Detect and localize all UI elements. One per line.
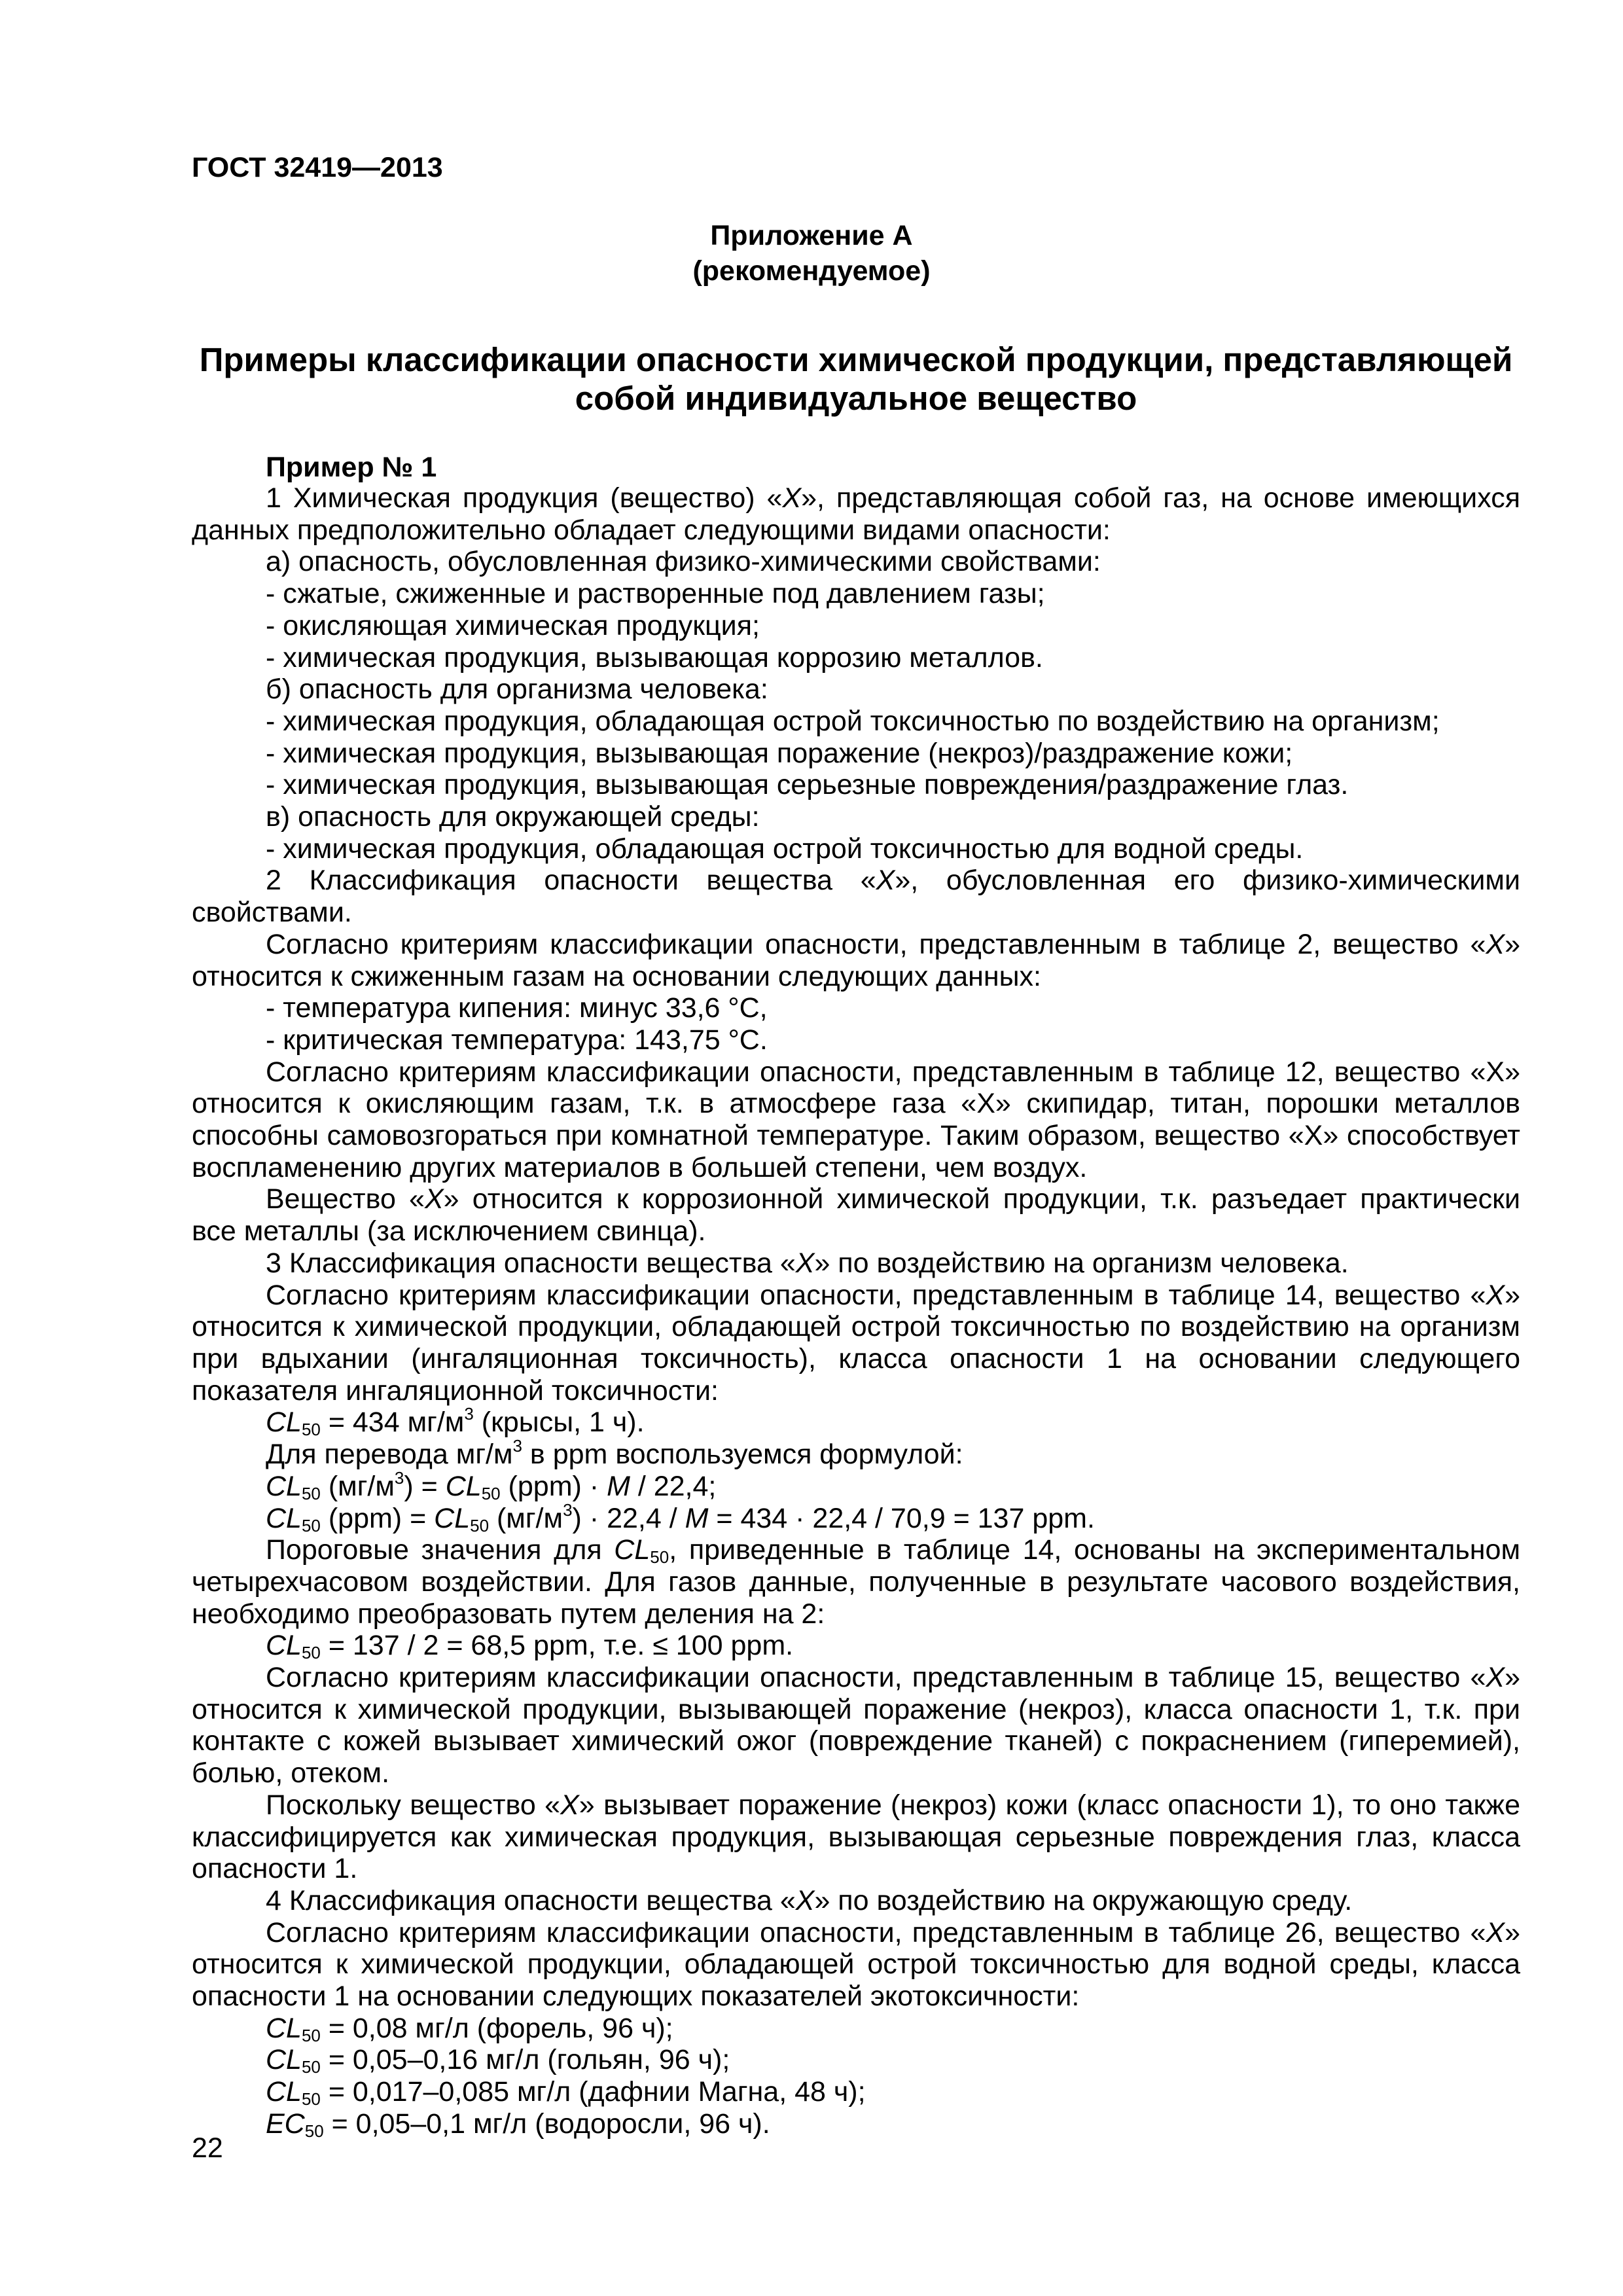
italic-run: X bbox=[782, 482, 802, 514]
text-run: - химическая продукция, вызывающая коррозию металлов. bbox=[266, 641, 1043, 673]
italic-run: X bbox=[795, 1247, 815, 1279]
paragraph bbox=[192, 992, 1520, 1024]
text-run: » относится к коррозионной химической продукции, т.к. разъедает практически все металлы (за исключением свинца). bbox=[192, 1183, 1520, 1247]
italic-run: CL bbox=[266, 1630, 302, 1662]
subscript: 50 bbox=[301, 1643, 321, 1663]
paragraph bbox=[192, 1467, 1520, 1503]
text-run: Согласно критериям классификации опасности, представленным в таблице 15, вещество « bbox=[266, 1662, 1486, 1694]
italic-run: M bbox=[607, 1470, 630, 1502]
italic-run: X bbox=[1486, 1916, 1505, 1948]
text-run: (мг/м bbox=[320, 1470, 395, 1502]
subscript: 50 bbox=[301, 2025, 321, 2045]
document-header: ГОСТ 32419—2013 bbox=[192, 152, 443, 183]
italic-run: CL bbox=[445, 1470, 482, 1502]
paragraph bbox=[192, 865, 1520, 928]
paragraph bbox=[192, 1024, 1520, 1056]
paragraph bbox=[192, 2108, 1520, 2140]
text-run: - химическая продукция, обладающая острой токсичностью для водной среды. bbox=[266, 833, 1304, 865]
text-run: 4 Классификация опасности вещества « bbox=[266, 1884, 796, 1916]
text-run: б) опасность для организма человека: bbox=[266, 673, 768, 706]
paragraph bbox=[192, 1183, 1520, 1247]
text-run: = 137 / 2 = 68,5 ppm, т.е. ≤ 100 ppm. bbox=[320, 1630, 794, 1662]
superscript: 3 bbox=[464, 1404, 474, 1424]
italic-run: CL bbox=[266, 1407, 302, 1439]
paragraph bbox=[192, 929, 1520, 992]
italic-run: CL bbox=[266, 2012, 302, 2044]
italic-run: X bbox=[795, 1884, 815, 1916]
paragraph bbox=[192, 1662, 1520, 1789]
text-run: - температура кипения: минус 33,6 °C, bbox=[266, 992, 768, 1024]
paragraph bbox=[192, 578, 1520, 610]
text-run: = 0,05–0,16 мг/л (гольян, 96 ч); bbox=[320, 2044, 730, 2076]
text-run: Согласно критериям классификации опасности, представленным в таблице 26, вещество « bbox=[266, 1916, 1486, 1948]
text-run: = 434 · 22,4 / 70,9 = 137 ppm. bbox=[708, 1502, 1095, 1534]
text-run: в ppm воспользуемся формулой: bbox=[522, 1439, 963, 1471]
italic-run: CL bbox=[266, 1502, 302, 1534]
text-run: - окисляющая химическая продукция; bbox=[266, 609, 760, 641]
italic-run: CL bbox=[266, 2044, 302, 2076]
paragraph bbox=[192, 1499, 1520, 1535]
paragraph bbox=[192, 1789, 1520, 1885]
text-run: 3 Классификация опасности вещества « bbox=[266, 1247, 796, 1279]
italic-run: CL bbox=[266, 1470, 302, 1502]
subscript: 50 bbox=[301, 1483, 321, 1503]
subscript: 50 bbox=[481, 1483, 501, 1503]
body-text bbox=[192, 482, 1520, 2140]
text-run: а) опасность, обусловленная физико-химическими свойствами: bbox=[266, 546, 1101, 578]
subscript: 50 bbox=[301, 2057, 321, 2077]
paragraph bbox=[192, 1436, 1520, 1471]
italic-run: X bbox=[560, 1789, 579, 1821]
text-run: Согласно критериям классификации опасности, представленным в таблице 12, вещество «X» относится к окисляющим газам, т.к. в атмосфере газа «X» скипидар, титан, порошки металлов способны самовозгораться при комнатной температуре. Таким образом, вещество «X» способствует воспламенению других материалов в большей степени, чем воздух. bbox=[192, 1056, 1520, 1183]
superscript: 3 bbox=[394, 1467, 404, 1488]
paragraph bbox=[192, 833, 1520, 865]
text-run: = 0,017–0,085 мг/л (дафнии Магна, 48 ч); bbox=[320, 2076, 866, 2108]
subscript: 50 bbox=[470, 1515, 490, 1535]
paragraph bbox=[192, 673, 1520, 706]
text-run: 2 Классификация опасности вещества « bbox=[266, 865, 876, 897]
paragraph bbox=[192, 1917, 1520, 2013]
paragraph bbox=[192, 642, 1520, 674]
text-run: (ppm) = bbox=[320, 1502, 435, 1534]
text-run: = 0,05–0,1 мг/л (водоросли, 96 ч). bbox=[323, 2108, 770, 2140]
text-run: » относится к химической продукции, обладающей острой токсичностью по воздействию на организм при вдыхании (ингаляционная токсичность), класса опасности 1 на основании следующего показателя ингаляционной токсичности: bbox=[192, 1279, 1520, 1407]
example-heading: Пример № 1 bbox=[266, 452, 437, 483]
text-run: Пороговые значения для bbox=[266, 1534, 615, 1566]
page-title bbox=[192, 340, 1520, 418]
text-run: - химическая продукция, обладающая острой токсичностью по воздействию на организм; bbox=[266, 705, 1440, 737]
paragraph bbox=[192, 1280, 1520, 1407]
text-run: = 0,08 мг/л (форель, 96 ч); bbox=[320, 2012, 673, 2044]
paragraph bbox=[192, 610, 1520, 642]
text-run: Поскольку вещество « bbox=[266, 1789, 561, 1821]
superscript: 3 bbox=[563, 1499, 573, 1520]
paragraph bbox=[192, 482, 1520, 546]
subscript: 50 bbox=[301, 1515, 321, 1535]
text-run: Вещество « bbox=[266, 1183, 425, 1215]
subscript: 50 bbox=[304, 2121, 324, 2141]
italic-run: M bbox=[685, 1502, 709, 1534]
text-run: Для перевода мг/м bbox=[266, 1439, 513, 1471]
text-run: (мг/м bbox=[489, 1502, 563, 1534]
subscript: 50 bbox=[650, 1547, 669, 1568]
page-number: 22 bbox=[192, 2132, 223, 2164]
subscript: 50 bbox=[301, 1420, 321, 1440]
paragraph bbox=[192, 706, 1520, 738]
text-run: », обусловленная его физико-химическими свойствами. bbox=[192, 865, 1520, 929]
text-run: ) · 22,4 / bbox=[572, 1502, 685, 1534]
text-run: - сжатые, сжиженные и растворенные под давлением газы; bbox=[266, 578, 1045, 610]
text-run: » по воздействию на окружающую среду. bbox=[814, 1884, 1353, 1916]
text-run: » относится к химической продукции, обладающей острой токсичностью для водной среды, класса опасности 1 на основании следующих показателей экотоксичности: bbox=[192, 1916, 1520, 2013]
annex-heading bbox=[0, 218, 1623, 289]
paragraph bbox=[192, 2076, 1520, 2108]
paragraph bbox=[192, 1247, 1520, 1280]
title-line-2: собой индивидуальное вещество bbox=[575, 380, 1137, 417]
paragraph bbox=[192, 738, 1520, 770]
text-run: » относится к сжиженным газам на основании следующих данных: bbox=[192, 928, 1520, 992]
paragraph bbox=[192, 2044, 1520, 2076]
text-run: » относится к химической продукции, вызывающей поражение (некроз), класса опасности 1, т.к. при контакте с кожей вызывает химический ожог (повреждение тканей) с покраснением (гиперемией), болью, отеком. bbox=[192, 1662, 1520, 1789]
italic-run: CL bbox=[266, 2076, 302, 2108]
paragraph bbox=[192, 1404, 1520, 1440]
text-run: - критическая температура: 143,75 °C. bbox=[266, 1024, 768, 1056]
superscript: 3 bbox=[512, 1436, 522, 1456]
italic-run: X bbox=[424, 1183, 444, 1215]
text-run: Согласно критериям классификации опасности, представленным в таблице 14, вещество « bbox=[266, 1279, 1486, 1311]
annex-status: (рекомендуемое) bbox=[692, 255, 931, 287]
paragraph bbox=[192, 546, 1520, 578]
title-line-1: Примеры классификации опасности химической продукции, представляющей bbox=[199, 341, 1513, 378]
paragraph bbox=[192, 1534, 1520, 1630]
text-run: - химическая продукция, вызывающая серьезные повреждения/раздражение глаз. bbox=[266, 769, 1349, 801]
paragraph bbox=[192, 1630, 1520, 1662]
text-run: / 22,4; bbox=[630, 1470, 717, 1502]
italic-run: EC bbox=[266, 2108, 305, 2140]
subscript: 50 bbox=[301, 2089, 321, 2109]
text-run: 1 Химическая продукция (вещество) « bbox=[266, 482, 783, 514]
text-run: » по воздействию на организм человека. bbox=[814, 1247, 1349, 1279]
paragraph bbox=[192, 769, 1520, 801]
italic-run: X bbox=[1486, 1279, 1505, 1311]
paragraph bbox=[192, 2013, 1520, 2045]
text-run: ) = bbox=[404, 1470, 446, 1502]
text-run: , приведенные в таблице 14, основаны на экспериментальном четырехчасовом воздействии. Для газов данные, полученные в результате часового воздействия, необходимо преобразовать путем деления на 2: bbox=[192, 1534, 1521, 1630]
text-run: = 434 мг/м bbox=[320, 1407, 465, 1439]
text-run: (ppm) · bbox=[500, 1470, 607, 1502]
text-run: - химическая продукция, вызывающая поражение (некроз)/раздражение кожи; bbox=[266, 737, 1293, 769]
italic-run: X bbox=[876, 865, 895, 897]
text-run: Согласно критериям классификации опасности, представленным в таблице 2, вещество « bbox=[266, 928, 1486, 960]
italic-run: X bbox=[1486, 1662, 1505, 1694]
paragraph bbox=[192, 1885, 1520, 1917]
italic-run: X bbox=[1486, 928, 1505, 960]
paragraph bbox=[192, 801, 1520, 833]
text-run: (крысы, 1 ч). bbox=[473, 1407, 645, 1439]
text-run: в) опасность для окружающей среды: bbox=[266, 801, 760, 833]
annex-label: Приложение А bbox=[710, 220, 913, 251]
italic-run: CL bbox=[614, 1534, 651, 1566]
paragraph bbox=[192, 1056, 1520, 1184]
text-run: », представляющая собой газ, на основе имеющихся данных предположительно обладает следующими видами опасности: bbox=[192, 482, 1520, 546]
italic-run: CL bbox=[434, 1502, 471, 1534]
text-run: » вызывает поражение (некроз) кожи (класс опасности 1), то оно также классифицируется как химическая продукция, вызывающая серьезные повреждения глаз, класса опасности 1. bbox=[192, 1789, 1520, 1885]
